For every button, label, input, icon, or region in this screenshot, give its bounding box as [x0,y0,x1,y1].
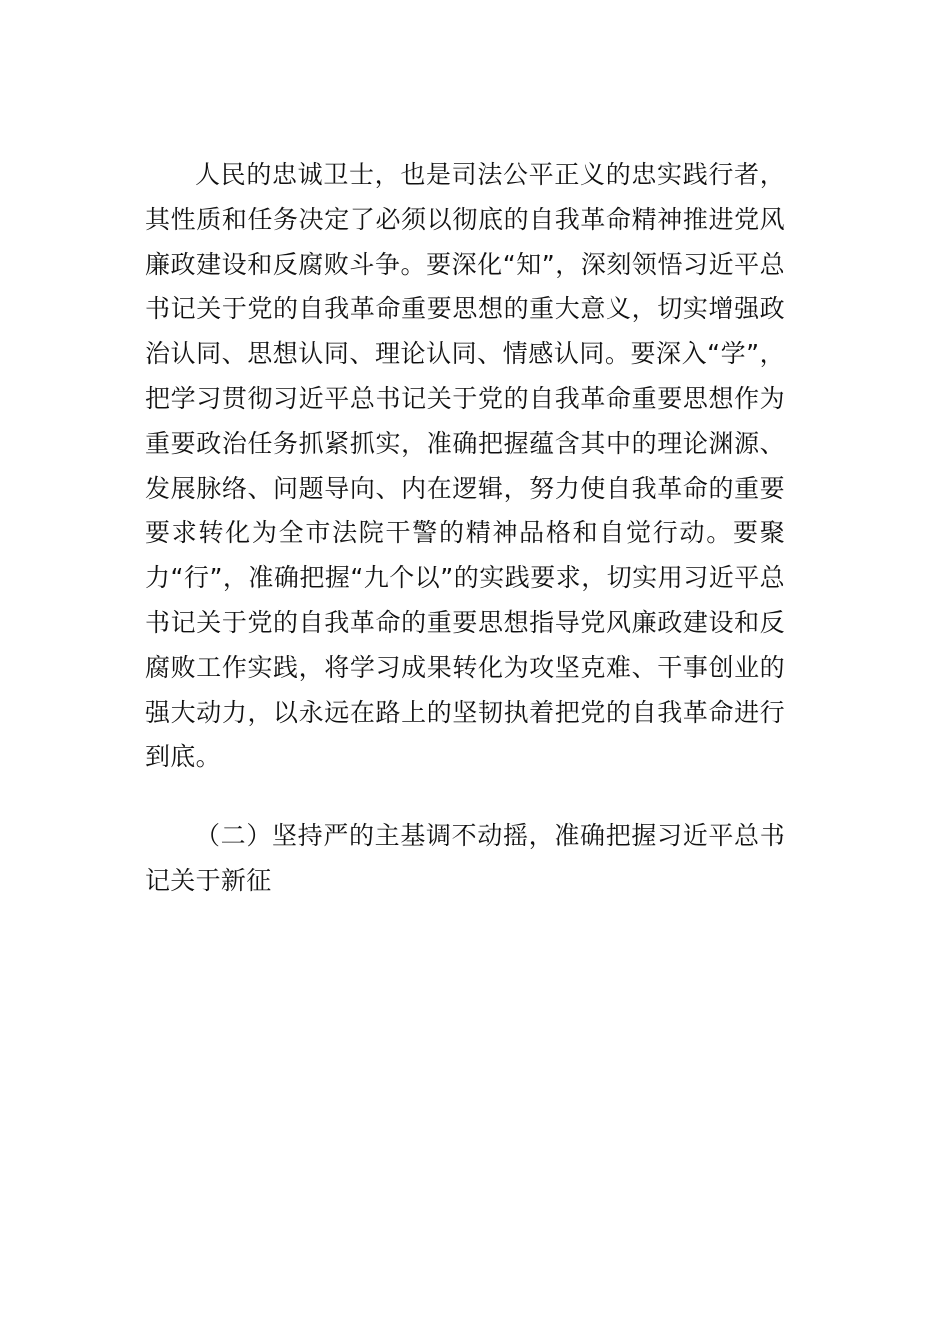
body-paragraph-1: 人民的忠诚卫士，也是司法公平正义的忠实践行者，其性质和任务决定了必须以彻底的自我革命精神推进党风廉政建设和反腐败斗争。要深化“知”，深刻领悟习近平总书记关于党的自我革命重要思想的重大意义，切实增强政治认同、思想认同、理论认同、情感认同。要深入“学”，把学习贯彻习近平总书记关于党的自我革命重要思想作为重要政治任务抓紧抓实，准确把握蕴含其中的理论渊源、发展脉络、问题导向、内在逻辑，努力使自我革命的重要要求转化为全市法院干警的精神品格和自觉行动。要聚力“行”，准确把握“九个以”的实践要求，切实用习近平总书记关于党的自我革命的重要思想指导党风廉政建设和反腐败工作实践，将学习成果转化为攻坚克难、干事创业的强大动力，以永远在路上的坚韧执着把党的自我革命进行到底。 [145,160,785,772]
section-heading-paragraph: （二）坚持严的主基调不动摇，准确把握习近平总书记关于新征 [145,821,785,895]
